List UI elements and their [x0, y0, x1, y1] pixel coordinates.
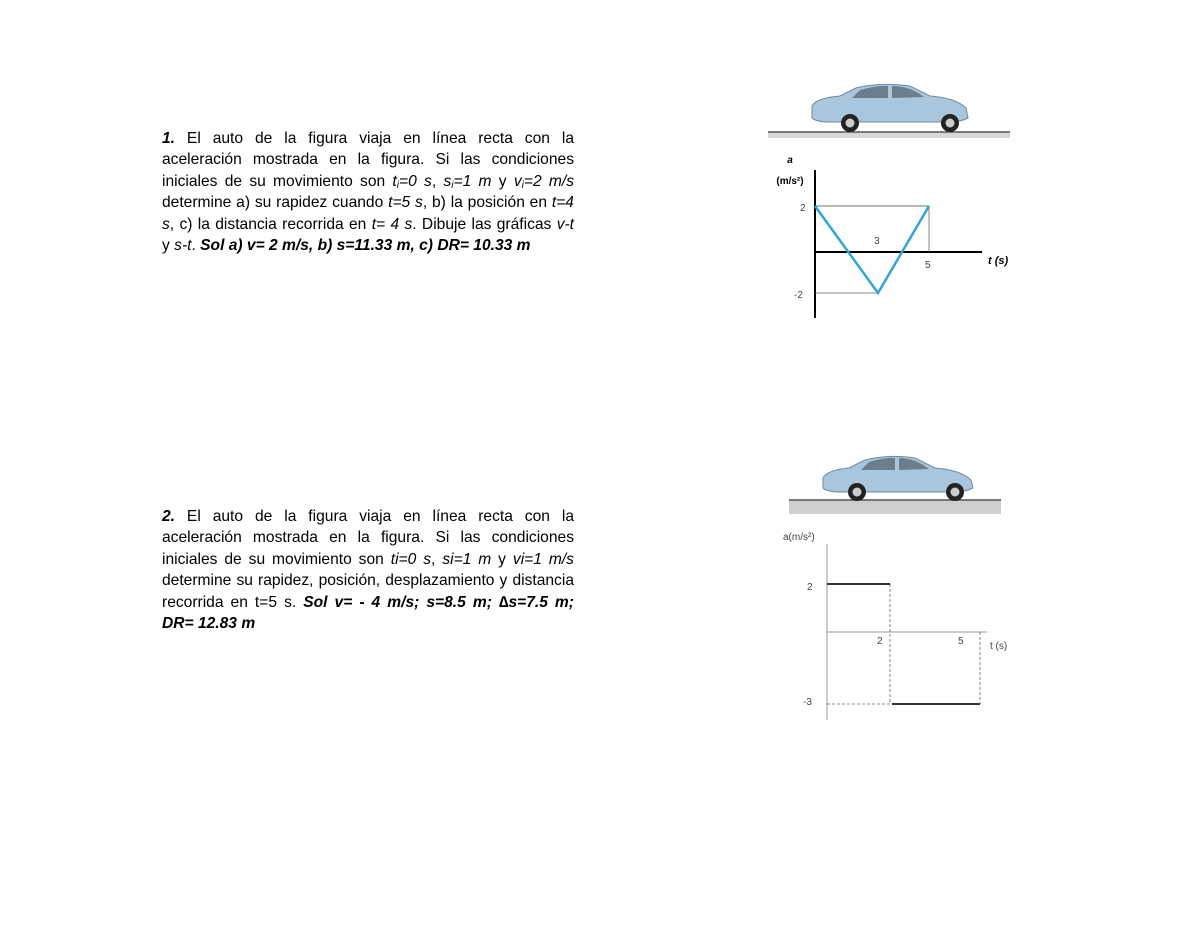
ground-strip	[768, 132, 1010, 138]
y-axis-label: a(m/s²)	[783, 532, 815, 543]
x-tick-2: 2	[877, 636, 883, 647]
ground-strip	[789, 500, 1001, 514]
x-axis-label: t (s)	[990, 641, 1008, 652]
car-icon	[823, 456, 973, 501]
problem-2-number: 2.	[162, 508, 176, 525]
y-tick-neg2: -2	[794, 290, 803, 301]
problem-1-solution: Sol a) v= 2 m/s, b) s=11.33 m, c) DR= 10.33 m	[200, 237, 531, 255]
y-tick-neg3: -3	[803, 697, 812, 708]
problem-1-number: 1.	[162, 130, 176, 147]
problem-2-text: 2. El auto de la figura viaja en línea recta con la aceleración mostrada en la figura. Si las condiciones iniciales de su movimiento son ti=0 s, si=1 m y vi=1 m/s determine su rapidez, posición, desplazamiento y distancia recorrida en t=5 s. Sol v= - 4 m/s; s=8.5 m; ∆s=7.5 m; DR= 12.83 m	[162, 508, 574, 633]
y-axis-label-unit: (m/s²)	[776, 176, 804, 187]
problem-1-text: 1. El auto de la figura viaja en línea recta con la aceleración mostrada en la figura. Si las condiciones iniciales de su movimiento son $t_i=0$ s, $s_i=1$ m y $v_i=2$ m/s determine a) su rapidez cuando t=5 s, b) la posición en t=4 s, c) la distancia recorrida en t= 4 s. Dibuje las gráficas v-t y s-t. Sol a) v= 2 m/s, b) s=11.33 m, c) DR= 10.33 m	[162, 130, 575, 255]
figure-1-acceleration-graph	[760, 78, 1020, 328]
x-tick-5: 5	[925, 260, 931, 271]
x-axis-label: t (s)	[988, 255, 1009, 267]
acceleration-line	[815, 206, 929, 293]
x-tick-3: 3	[874, 236, 880, 247]
y-tick-2: 2	[807, 582, 813, 593]
car-icon	[812, 84, 968, 132]
problem-2-solution: Sol v= - 4 m/s; s=8.5 m; ∆s=7.5 m; DR= 12.83 m	[162, 593, 574, 633]
figure-2-acceleration-graph	[775, 452, 1015, 722]
y-axis-label-a: a	[787, 155, 793, 166]
y-tick-2: 2	[800, 203, 806, 214]
x-tick-5: 5	[958, 636, 964, 647]
